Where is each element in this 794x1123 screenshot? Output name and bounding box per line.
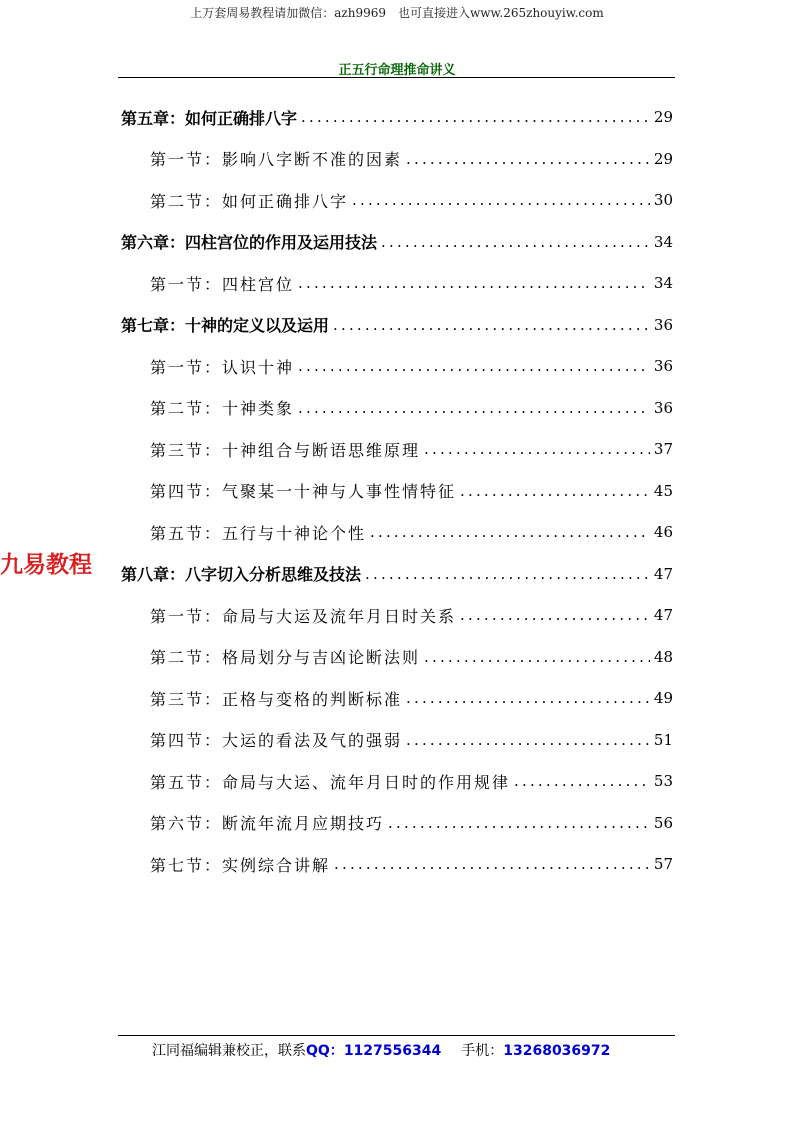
- toc-page-number: 51: [653, 730, 673, 749]
- toc-dot-leader: [298, 357, 650, 375]
- page-footer: [152, 1040, 610, 1060]
- toc-entry[interactable]: [0, 429, 794, 469]
- toc-entry[interactable]: [0, 844, 794, 884]
- toc-page-number: 48: [653, 647, 673, 666]
- toc-page-number: 37: [653, 440, 673, 458]
- toc-entry[interactable]: [0, 388, 794, 428]
- toc-entry[interactable]: [0, 222, 794, 262]
- side-watermark-logo: 九易教程: [0, 552, 92, 578]
- toc-entry-title: 第四节：大运的看法及气的强弱: [150, 731, 403, 750]
- toc-entry[interactable]: [0, 678, 794, 718]
- toc-entry-title: 第二节：格局划分与吉凶论断法则: [150, 648, 421, 667]
- toc-entry[interactable]: [0, 803, 794, 843]
- toc-entry[interactable]: [0, 346, 794, 386]
- toc-dot-leader: [406, 731, 650, 749]
- toc-dot-leader: [381, 233, 650, 251]
- toc-entry-title: 第二节：十神类象: [150, 399, 295, 418]
- toc-page-number: 49: [653, 689, 673, 707]
- toc-dot-leader: [406, 689, 650, 707]
- toc-entry[interactable]: [0, 595, 794, 635]
- toc-entry-title: 第五节：五行与十神论个性: [150, 523, 367, 543]
- toc-entry[interactable]: [0, 637, 794, 677]
- toc-dot-leader: [333, 316, 650, 334]
- toc-entry-title: 第一节：四柱宫位: [150, 274, 295, 294]
- toc-entry[interactable]: [0, 305, 794, 345]
- toc-page-number: 29: [653, 108, 673, 126]
- toc-entry-title: 第五节：命局与大运、流年月日时的作用规律: [150, 772, 511, 792]
- footer-qq-number: 1127556344: [343, 1043, 442, 1059]
- toc-entry-title: 第六章：四柱宫位的作用及运用技法: [121, 233, 378, 252]
- toc-dot-leader: [424, 440, 650, 458]
- toc-dot-leader: [406, 150, 650, 168]
- toc-entry-title: 第八章：八字切入分析思维及技法: [121, 565, 362, 584]
- toc-page-number: 30: [653, 191, 673, 209]
- toc-entry-title: 第七章：十神的定义以及运用: [121, 316, 330, 335]
- toc-dot-leader: [334, 855, 650, 873]
- toc-entry[interactable]: [0, 554, 794, 594]
- toc-dot-leader: [365, 565, 650, 583]
- toc-page-number: 47: [653, 564, 673, 583]
- toc-page-number: 29: [653, 149, 673, 168]
- toc-entry[interactable]: [0, 720, 794, 760]
- toc-entry[interactable]: [0, 761, 794, 801]
- toc-entry-title: 第一节：影响八字断不准的因素: [150, 150, 403, 169]
- toc-entry-title: 第七节：实例综合讲解: [150, 855, 331, 875]
- footer-phone-number: 13268036972: [503, 1043, 611, 1059]
- header-divider: [118, 77, 675, 78]
- toc-page-number: 36: [653, 315, 673, 334]
- toc-entry-title: 第一节：认识十神: [150, 357, 295, 377]
- toc-page-number: 47: [653, 606, 673, 624]
- toc-dot-leader: [301, 108, 650, 126]
- toc-page-number: 57: [653, 855, 673, 873]
- toc-entry-title: 第五章：如何正确排八字: [121, 108, 298, 128]
- toc-page-number: 46: [653, 523, 673, 541]
- footer-divider: [118, 1035, 675, 1036]
- toc-entry[interactable]: [0, 263, 794, 303]
- toc-entry[interactable]: [0, 471, 794, 511]
- top-watermark: 上万套周易教程请加微信：azh9969 也可直接进入www.265zhouyiw.com: [190, 6, 604, 20]
- footer-phone-label: 手机：: [461, 1043, 504, 1059]
- toc-dot-leader: [388, 814, 650, 832]
- toc-page-number: 53: [653, 772, 673, 790]
- toc-entry[interactable]: [0, 180, 794, 220]
- toc-entry[interactable]: [0, 512, 794, 552]
- toc-entry[interactable]: [0, 139, 794, 179]
- toc-page-number: 56: [653, 813, 673, 832]
- toc-page-number: 36: [653, 398, 673, 417]
- toc-entry-title: 第六节：断流年流月应期技巧: [150, 814, 385, 833]
- toc-dot-leader: [460, 482, 650, 500]
- toc-dot-leader: [298, 274, 650, 292]
- footer-editor-text: 江同福编辑兼校正，联系: [152, 1043, 306, 1059]
- toc-entry-title: 第二节：如何正确排八字: [150, 191, 349, 211]
- toc-entry-title: 第三节：正格与变格的判断标准: [150, 689, 403, 709]
- toc-entry[interactable]: [0, 97, 794, 137]
- toc-entry-title: 第三节：十神组合与断语思维原理: [150, 440, 421, 460]
- page-header-title: 正五行命理推命讲义: [338, 63, 456, 78]
- toc-page-number: 36: [653, 357, 673, 375]
- toc-page-number: 34: [653, 274, 673, 292]
- footer-qq-label: QQ：: [306, 1043, 344, 1059]
- toc-dot-leader: [424, 648, 650, 666]
- toc-dot-leader: [370, 523, 650, 541]
- toc-page-number: 45: [653, 481, 673, 500]
- toc-entry-title: 第一节：命局与大运及流年月日时关系: [150, 606, 457, 626]
- toc-dot-leader: [352, 191, 650, 209]
- toc-dot-leader: [298, 399, 650, 417]
- toc-entry-title: 第四节：气聚某一十神与人事性情特征: [150, 482, 457, 501]
- toc-dot-leader: [460, 606, 650, 624]
- toc-page-number: 34: [653, 232, 673, 251]
- toc-dot-leader: [514, 772, 650, 790]
